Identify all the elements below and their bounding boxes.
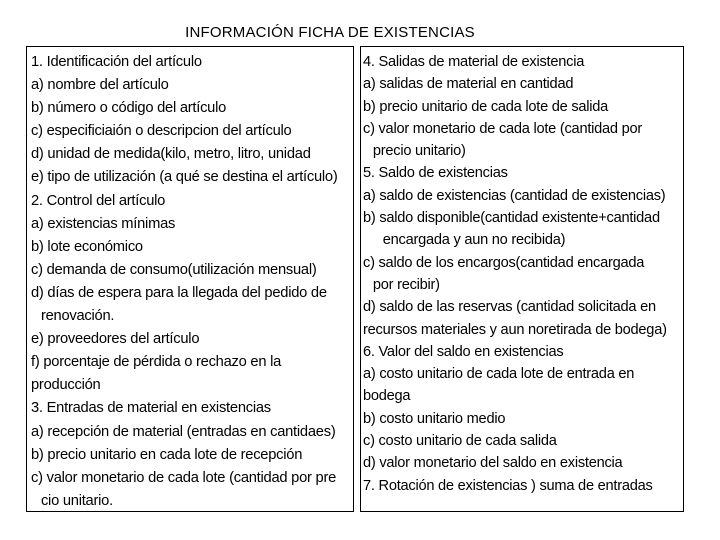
left-column-line: c) demanda de consumo(utilización mensual) — [31, 261, 317, 278]
right-column-line: 6. Valor del saldo en existencias — [363, 343, 564, 360]
left-column-line: f) porcentaje de pérdida o rechazo en la — [31, 354, 282, 371]
left-column-line: b) lote económico — [31, 238, 143, 255]
right-column-line: b) precio unitario de cada lote de salida — [363, 98, 609, 115]
right-column-line: a) saldo de existencias (cantidad de existencias) — [363, 187, 666, 204]
right-column-line: 4. Salidas de material de existencia — [363, 54, 585, 70]
left-column-line: a) nombre del artículo — [31, 77, 169, 94]
left-column-line: 1. Identificación del artículo — [31, 54, 202, 70]
right-column-line: b) costo unitario medio — [363, 410, 506, 427]
left-column-line: e) tipo de utilización (a qué se destina el artículo) — [31, 169, 338, 186]
right-column-line: d) valor monetario del saldo en existencia — [363, 455, 623, 472]
left-column-line: a) existencias mínimas — [31, 215, 176, 232]
left-column-box — [26, 46, 354, 512]
left-column-line: producción — [31, 377, 101, 394]
right-column-line: c) costo unitario de cada salida — [363, 433, 557, 450]
right-column-box — [360, 46, 684, 512]
left-column-line: c) especificiaión o descripcion del artículo — [31, 123, 292, 140]
right-column-line: bodega — [363, 388, 411, 405]
left-column-line: 2. Control del artículo — [31, 192, 166, 209]
right-column-line: a) salidas de material en cantidad — [363, 76, 574, 93]
left-column-line: d) unidad de medida(kilo, metro, litro, unidad — [31, 146, 311, 163]
right-column-line: 5. Saldo de existencias — [363, 165, 508, 182]
right-column-line: c) saldo de los encargos(cantidad encargada — [363, 254, 645, 271]
left-column-line: c) valor monetario de cada lote (cantidad por pre — [31, 469, 337, 486]
left-column-line: renovación. — [40, 308, 115, 325]
left-column-line: a) recepción de material (entradas en cantidaes) — [31, 423, 336, 440]
right-column-line: precio unitario) — [372, 143, 466, 160]
left-column-line: b) precio unitario en cada lote de recepción — [31, 446, 303, 463]
right-column-line: por recibir) — [372, 276, 440, 293]
right-column-line: 7. Rotación de existencias ) suma de entradas — [363, 477, 653, 494]
right-column-line: d) saldo de las reservas (cantidad solicitada en — [363, 299, 656, 316]
left-column-line: 3. Entradas de material en existencias — [31, 400, 271, 417]
right-column-line: encargada y aun no recibida) — [382, 232, 566, 249]
left-column-line: d) días de espera para la llegada del pedido de — [31, 284, 327, 301]
left-column-line: b) número o código del artículo — [31, 100, 227, 117]
right-column-line: recursos materiales y aun noretirada de bodega) — [363, 321, 667, 338]
page-title: INFORMACIÓN FICHA DE EXISTENCIAS — [185, 24, 475, 41]
right-column-line: c) valor monetario de cada lote (cantidad por — [363, 120, 643, 137]
right-column-line: a) costo unitario de cada lote de entrada en — [363, 366, 635, 383]
left-column-line: e) proveedores del artículo — [31, 331, 200, 348]
right-column-line: b) saldo disponible(cantidad existente+cantidad — [363, 210, 660, 227]
left-column-line: cio unitario. — [40, 492, 113, 509]
